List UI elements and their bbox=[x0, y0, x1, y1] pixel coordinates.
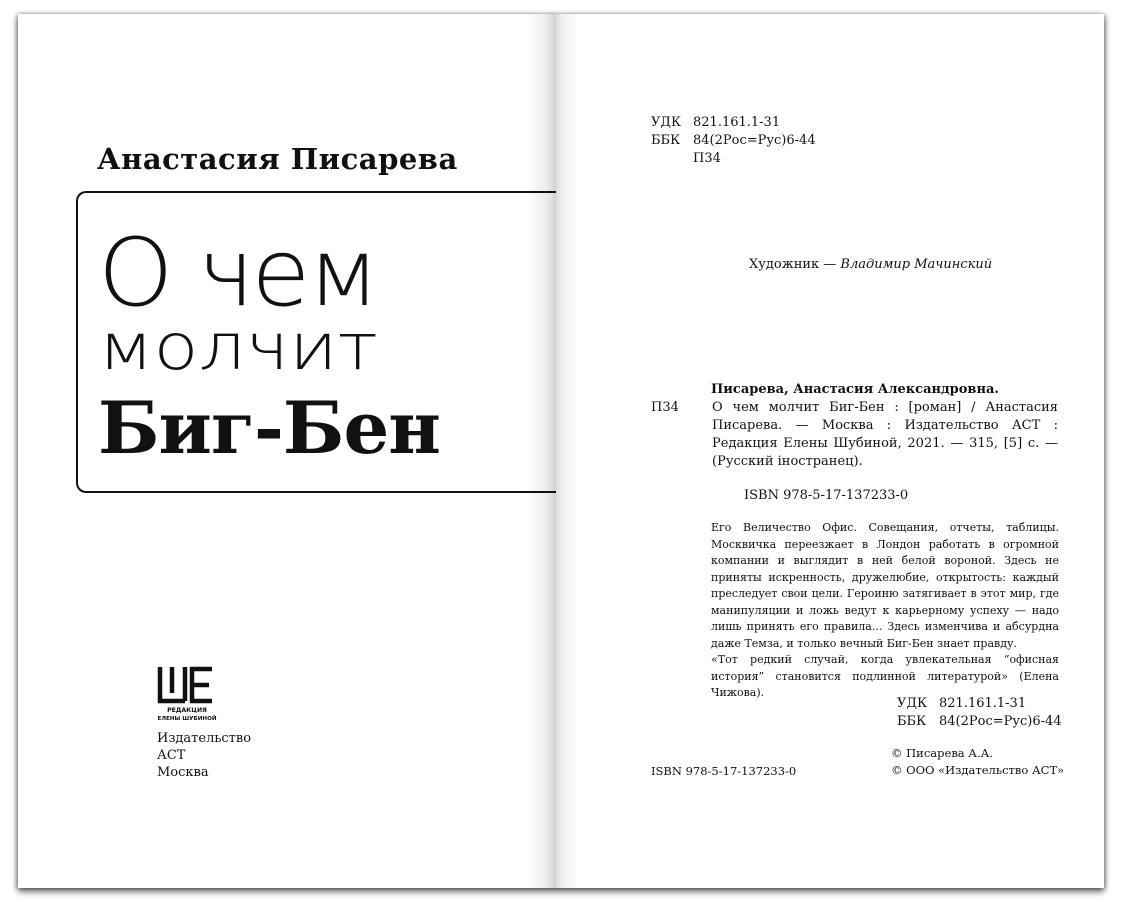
cls-value: П34 bbox=[693, 151, 721, 166]
classification-bottom bbox=[897, 695, 1062, 731]
left-page bbox=[18, 14, 556, 888]
title-line-3: Биг-Бен bbox=[98, 385, 440, 470]
imprint-line: Москва bbox=[157, 765, 209, 780]
publisher-imprint bbox=[157, 730, 251, 781]
book-author: Анастасия Писарева bbox=[97, 142, 458, 176]
logo-caption-2: ЕЛЕНЫ ШУБИНОЙ bbox=[157, 716, 217, 722]
author-mark: П34 bbox=[651, 400, 679, 415]
isbn-bottom: ISBN 978-5-17-137233-0 bbox=[651, 764, 797, 778]
imprint-line: Издательство bbox=[157, 731, 252, 746]
logo-caption-1: РЕДАКЦИЯ bbox=[167, 707, 207, 714]
annotation-quote: «Тот редкий случай, когда увлекательная “офисная история” становится подлинной литературой» (Елена Чижова). bbox=[711, 653, 1059, 699]
cls-value: 821.161.1-31 bbox=[693, 115, 781, 130]
right-gutter-shadow bbox=[556, 14, 578, 888]
title-line-2: молчит bbox=[98, 311, 378, 385]
isbn-line: ISBN 978-5-17-137233-0 bbox=[744, 488, 909, 503]
cls-key: ББК bbox=[897, 714, 927, 729]
classification-top bbox=[651, 114, 816, 168]
author-full-name: Писарева, Анастасия Александровна. bbox=[711, 382, 999, 397]
title-line-1: О чем bbox=[98, 219, 377, 328]
annotation-text: Его Величество Офис. Совещания, отчеты, таблицы. Москвичка переезжает в Лондон работать в огромной компании и выглядит в ней белой вороной. Здесь не приняты искренность, дружелюбие, открытость: каждый преследует свои цели. Героиню затягивает в этот мир, где манипуляции и ложь ведут к карьерному успеху — надо лишь принять его правила... Здесь изменчива и абсурдна даже Темза, и только вечный Биг-Бен знает правду. bbox=[711, 521, 1059, 650]
illustrator-name: Владимир Мачинский bbox=[840, 257, 993, 272]
cls-key: УДК bbox=[651, 115, 682, 130]
wu-logo-icon bbox=[157, 665, 217, 725]
copyright-line: © Писарева А.А. bbox=[891, 746, 994, 760]
copyright-block bbox=[891, 745, 1064, 779]
illustrator-label: Художник — bbox=[749, 257, 841, 272]
copyright-line: © ООО «Издательство АСТ» bbox=[891, 763, 1065, 777]
illustrator-credit bbox=[749, 256, 992, 274]
annotation bbox=[711, 520, 1059, 702]
book-spread bbox=[18, 14, 1104, 888]
imprint-line: АСТ bbox=[157, 748, 186, 763]
cls-key: ББК bbox=[651, 133, 681, 148]
cls-key: УДК bbox=[897, 696, 928, 711]
cls-value: 821.161.1-31 bbox=[939, 696, 1027, 711]
bibliographic-entry: О чем молчит Биг-Бен : [роман] / Анастасия Писарева. — Москва : Издательство АСТ : Редакция Елены Шубиной, 2021. — 315, [5] с. — (Русский iностранец). bbox=[712, 400, 1058, 469]
cls-value: 84(2Рос=Рус)6-44 bbox=[939, 714, 1062, 729]
right-page bbox=[556, 14, 1104, 888]
cls-key bbox=[651, 150, 693, 168]
cls-value: 84(2Рос=Рус)6-44 bbox=[693, 133, 816, 148]
